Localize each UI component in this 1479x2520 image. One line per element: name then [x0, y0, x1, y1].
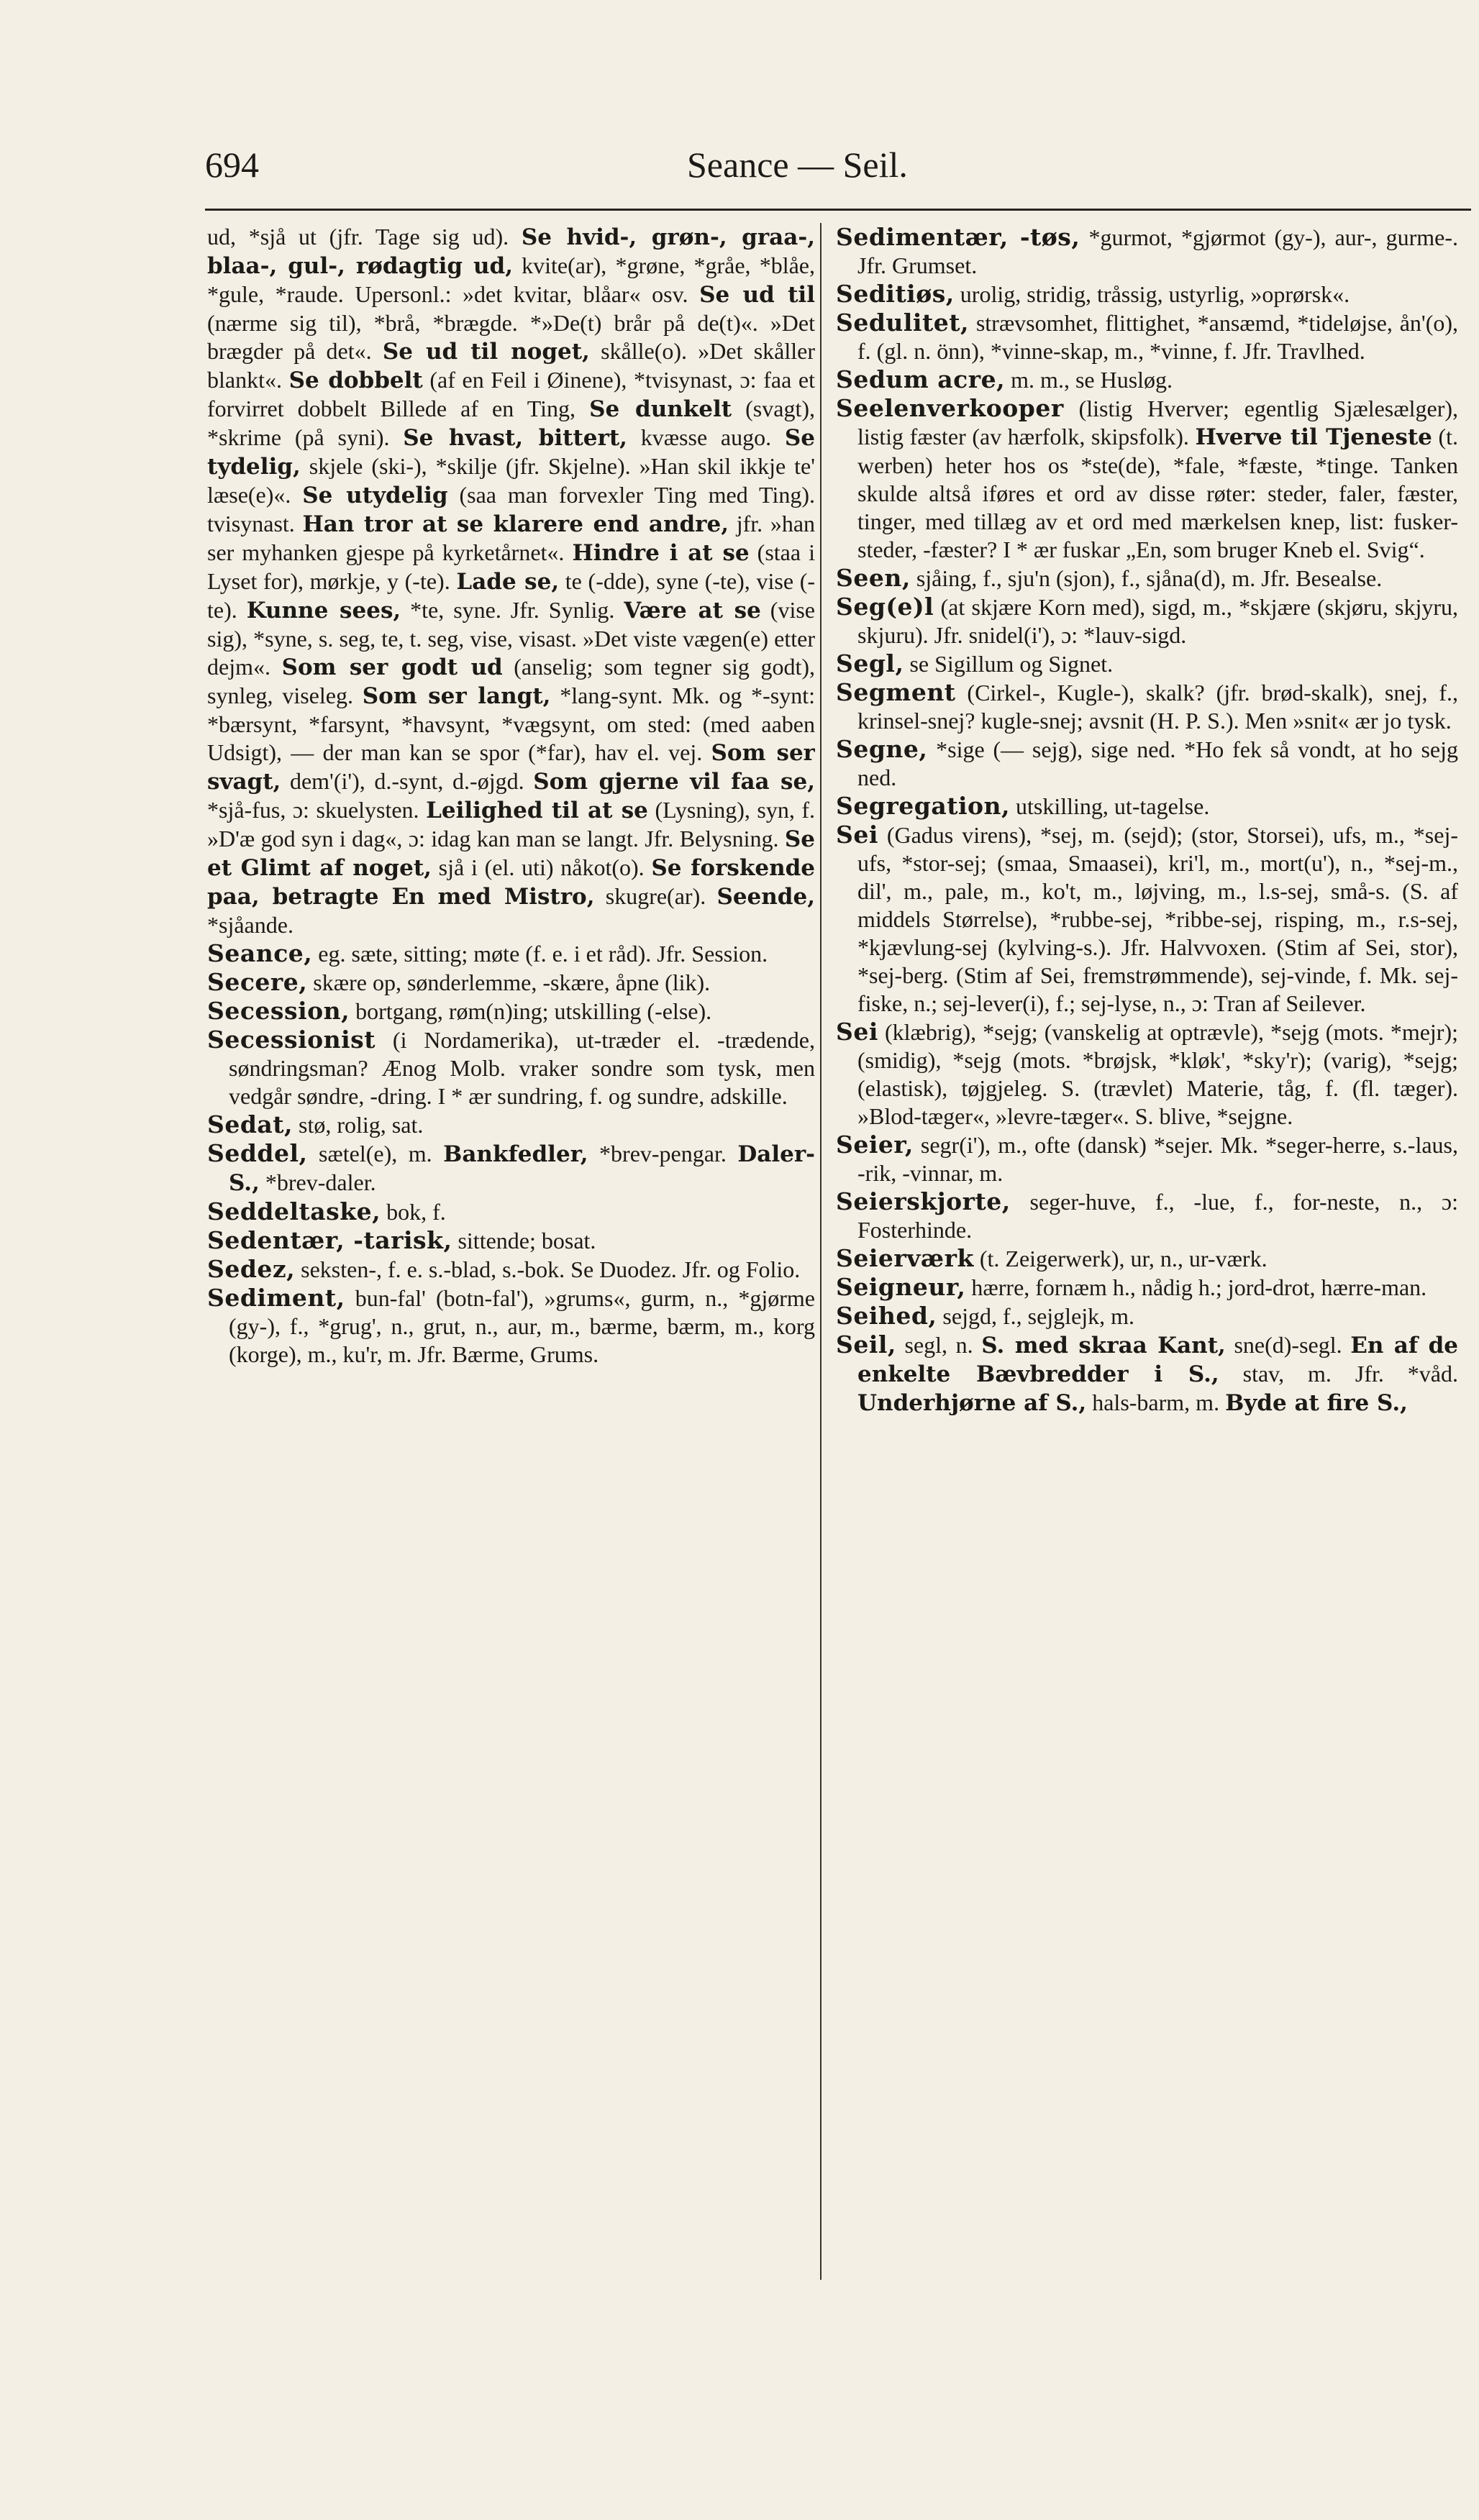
entry-headword: Segne, — [836, 735, 928, 763]
entry-headword: Sediment, — [207, 1284, 345, 1312]
dictionary-entry — [836, 365, 1458, 394]
entry-text: bun-fal' (botn-fal'), »grums«, gurm, n., *gjørme (gy-), f., *grug', n., grut, n., aur, m., bærme, bærm, m., korg (korge), m., ku'r, m. Jfr. Bærme, Grums. — [229, 1285, 815, 1367]
entry-headword: Seelenverkooper — [836, 394, 1064, 422]
entry-phrase: Se tydelig, — [207, 425, 815, 480]
entry-headword: Seil, — [836, 1330, 896, 1359]
entry-headword: Seddel, — [207, 1139, 308, 1167]
dictionary-entry — [207, 1197, 815, 1226]
entry-text: (t. Zeigerwerk), ur, n., ur-værk. — [973, 1246, 1268, 1272]
page-number: 694 — [205, 145, 259, 185]
dictionary-entry — [836, 821, 1458, 1018]
entry-headword: Sedimentær, -tøs, — [836, 223, 1080, 251]
entry-phrase: Bankfedler, — [443, 1141, 588, 1167]
entry-text: skære op, sønderlemme, -skære, åpne (lik). — [307, 969, 711, 995]
header-rule — [205, 209, 1471, 211]
entry-headword: Secere, — [207, 968, 308, 996]
entry-text: stav, m. Jfr. *våd. — [1219, 1361, 1458, 1387]
dictionary-entry — [836, 1330, 1458, 1418]
dictionary-entry — [836, 649, 1458, 678]
left-column — [207, 223, 815, 2309]
entry-text: *sige (— sejg), sige ned. *Ho fek så vondt, at ho sejg ned. — [857, 736, 1458, 790]
entry-text: (saa man forvexler Ting med Ting). tvisynast. — [207, 482, 815, 537]
entry-headword: Seihed, — [836, 1302, 937, 1330]
entry-phrase: Se dunkelt — [589, 396, 732, 422]
entry-phrase: Se forskende paa, betragte En med Mistro, — [207, 855, 815, 910]
dictionary-entry — [207, 968, 815, 997]
entry-text: ud, *sjå ut (jfr. Tage sig ud). — [207, 224, 522, 250]
dictionary-entry — [836, 1244, 1458, 1273]
entry-headword: Seier, — [836, 1131, 914, 1159]
entry-headword: Seierværk — [836, 1244, 974, 1272]
entry-text: (Cirkel-, Kugle-), skalk? (jfr. brød-skalk), snej, f., krinsel-snej? kugle-snej; avsnit (H. P. S.). Men »snit« ær jo tysk. — [857, 680, 1458, 734]
entry-text: strævsomhet, flittighet, *ansæmd, *tideløjse, ån'(o), f. (gl. n. önn), *vinne-skap, m., *vinne, f. Jfr. Travlhed. — [857, 310, 1458, 364]
entry-text: sjå i (el. uti) nåkot(o). — [431, 854, 652, 880]
entry-headword: Sedentær, -tarisk, — [207, 1226, 452, 1254]
dictionary-entry — [836, 1187, 1458, 1244]
dictionary-entry — [836, 1018, 1458, 1131]
dictionary-entry — [836, 564, 1458, 593]
dictionary-entry — [836, 1273, 1458, 1302]
entry-text: sjåing, f., sju'n (sjon), f., sjåna(d), m. Jfr. Besealse. — [910, 565, 1383, 591]
entry-text: se Sigillum og Signet. — [904, 651, 1114, 677]
entry-text: utskilling, ut-tagelse. — [1010, 793, 1210, 819]
entry-text: skugre(ar). — [594, 883, 717, 909]
entry-phrase: Som ser svagt, — [207, 740, 815, 795]
page-header — [205, 144, 1284, 201]
entry-text: sætel(e), m. — [307, 1141, 444, 1167]
entry-phrase: Byde at fire S., — [1225, 1390, 1408, 1416]
entry-text: dem'(i'), d.-synt, d.-øjgd. — [281, 768, 534, 794]
dictionary-entry — [836, 309, 1458, 365]
entry-headword: Segl, — [836, 649, 904, 677]
running-title: Seance — Seil. — [687, 145, 908, 185]
entry-text: te (-dde), syne (-te), vise (-te). — [207, 568, 815, 623]
entry-text: sejgd, f., sejglejk, m. — [937, 1303, 1135, 1329]
entry-text: *brev-pengar. — [588, 1141, 738, 1167]
entry-phrase: Se utydelig — [302, 483, 448, 508]
entry-text: stø, rolig, sat. — [293, 1112, 424, 1138]
entry-text: kvite(ar), *grøne, *gråe, *blåe, *gule, *raude. Upersonl.: »det kvitar, blåar« osv. — [207, 252, 815, 307]
entry-headword: Seierskjorte, — [836, 1187, 1011, 1215]
entry-phrase: Daler-S., — [229, 1141, 815, 1196]
entry-text: (i Nordamerika), ut-træder el. -trædende, søndringsman? Ænog Molb. vraker sondre som tysk, men vedgår søndre, -dring. I * ær sundring, f. og sundre, adskille. — [229, 1027, 815, 1109]
dictionary-entry — [207, 1255, 815, 1284]
dictionary-entry — [207, 223, 815, 939]
entry-headword: Seigneur, — [836, 1273, 966, 1301]
entry-text: *lang-synt. Mk. og *-synt: *bærsynt, *farsynt, *havsynt, *vægsynt, om sted: (med aaben Udsigt), — der man kan se spor (*far), hav el. vej. — [207, 682, 815, 765]
entry-text: (t. werben) heter hos os *ste(de), *fale, *fæste, *tinge. Tanken skulde altså iføres et ord av disse røter: steder, faler, fæster, tinger, med tillæg av et ord med mærkelsen knep, list: fusker-steder, -fæster? I * ær fuskar „En, som bruger Kneb el. Svig“. — [857, 424, 1458, 562]
entry-headword: Secession, — [207, 997, 350, 1025]
entry-text: (nærme sig til), *brå, *brægde. *»De(t) brår på de(t)«. »Det brægder på det«. — [207, 310, 815, 364]
entry-text: bortgang, røm(n)ing; utskilling (-else). — [350, 998, 712, 1024]
entry-text: m. m., se Husløg. — [1005, 367, 1173, 393]
entry-phrase: Være at se — [624, 598, 761, 624]
entry-headword: Seditiøs, — [836, 280, 955, 308]
entry-text: sittende; bosat. — [452, 1228, 596, 1254]
dictionary-entry — [836, 678, 1458, 735]
entry-text: segl, n. — [896, 1332, 982, 1358]
entry-text: skålle(o). »Det skåller blankt«. — [207, 338, 815, 393]
entry-phrase: Han tror at se klarere end andre, — [302, 511, 729, 537]
entry-text: (anselig; som tegner sig godt), synleg, viseleg. — [207, 654, 815, 708]
entry-headword: Seen, — [836, 564, 911, 592]
entry-phrase: Se ud til — [699, 282, 815, 308]
entry-phrase: En af de enkelte Bævbredder i S., — [857, 1333, 1458, 1387]
entry-text: bok, f. — [381, 1199, 446, 1225]
entry-phrase: Lade se, — [456, 569, 560, 595]
entry-phrase: Hverve til Tjeneste — [1195, 424, 1432, 450]
entry-text: seksten-, f. e. s.-blad, s.-bok. Se Duodez. Jfr. og Folio. — [295, 1256, 801, 1282]
dictionary-entry — [207, 1226, 815, 1255]
entry-text: (svagt), *skrime (på syni). — [207, 396, 815, 450]
dictionary-entry — [836, 280, 1458, 309]
entry-text: urolig, stridig, tråssig, ustyrlig, »oprørsk«. — [954, 281, 1350, 307]
entry-phrase: Se hvast, bittert, — [403, 425, 627, 451]
entry-phrase: S. med skraa Kant, — [981, 1333, 1226, 1359]
entry-headword: Seddeltaske, — [207, 1197, 381, 1225]
dictionary-entry — [207, 1026, 815, 1110]
entry-text: (listig Hverver; egentlig Sjælesælger), listig fæster (av hærfolk, skipsfolk). — [857, 396, 1458, 449]
entry-text: (klæbrig), *sejg; (vanskelig at optrævle), *sejg (mots. *mejr); (smidig), *sejg (mots. *brøjsk, *kløk', *sky'r); (varig), *sejg; (elastisk), tøjgjeleg. S. (trævlet) Materie, tåg, f. (fl. tæger). »Blod-tæger«, »levre-tæger«. S. blive, *sejgne. — [857, 1019, 1458, 1129]
entry-text: jfr. »han ser myhanken gjespe på kyrketårnet«. — [207, 511, 815, 565]
dictionary-entry — [836, 1302, 1458, 1330]
dictionary-entry — [836, 735, 1458, 792]
entry-headword: Seance, — [207, 939, 313, 967]
entry-text: *sjå-fus, ɔ: skuelysten. — [207, 797, 427, 823]
dictionary-entry — [207, 997, 815, 1026]
dictionary-entry — [836, 394, 1458, 564]
entry-text: (Gadus virens), *sej, m. (sejd); (stor, Storsei), ufs, m., *sej-ufs, *stor-sej; (smaa, Smaasei), kri'l, m., mort(u'), n., *sej-m., dil', m., pale, m., ko't, m., løjving, m., l.s-sej, små-s. (S. af middels Størrelse), *rubbe-sej, *ribbe-sej, risping, m., r.s-sej, *kjævlung-sej (kylving-s.). Jfr. Halvvoxen. (Stim af Sei, stor), *sej-berg. (Stim af Sei, fremstrømmende), sej-vinde, f. Mk. sej-fiske, n.; sej-lever(i), f.; sej-lyse, n., ɔ: Tran af Seilever. — [857, 822, 1458, 1016]
entry-text: eg. sæte, sitting; møte (f. e. i et råd). Jfr. Session. — [312, 941, 768, 967]
dictionary-entry — [836, 593, 1458, 649]
entry-headword: Sedat, — [207, 1110, 293, 1138]
dictionary-entry — [207, 1284, 815, 1369]
entry-phrase: Leilighed til at se — [426, 798, 648, 823]
entry-text: sne(d)-segl. — [1225, 1332, 1351, 1358]
entry-phrase: Underhjørne af S., — [857, 1390, 1087, 1416]
entry-phrase: Se hvid-, grøn-, graa-, blaa-, gul-, rødagtig ud, — [207, 224, 815, 279]
entry-phrase: Se ud til noget, — [382, 339, 590, 365]
column-divider — [820, 223, 822, 2280]
entry-text: skjele (ski-), *skilje (jfr. Skjelne). »Han skil ikkje te' læse(e)«. — [207, 453, 815, 508]
entry-phrase: Kunne sees, — [246, 598, 401, 624]
entry-phrase: Som ser langt, — [362, 683, 551, 709]
dictionary-entry — [836, 223, 1458, 280]
entry-phrase: Se dobbelt — [288, 368, 423, 393]
entry-text: (Lysning), syn, f. »D'æ god syn i dag«, ɔ: idag kan man se langt. Jfr. Belysning. — [207, 797, 815, 852]
dictionary-entry — [207, 1139, 815, 1197]
entry-headword: Segment — [836, 678, 956, 706]
entry-text: (at skjære Korn med), sigd, m., *skjære (skjøru, skjyru, skjuru). Jfr. snidel(i'), ɔ: *lauv-sigd. — [857, 594, 1458, 648]
dictionary-entry — [207, 1110, 815, 1139]
entry-text: hærre, fornæm h., nådig h.; jord-drot, hærre-man. — [965, 1274, 1427, 1300]
entry-headword: Seg(e)l — [836, 593, 934, 621]
entry-text: (staa i Lyset for), mørkje, y (-te). — [207, 539, 815, 594]
entry-text: (af en Feil i Øinene), *tvisynast, ɔ: faa et forvirret dobbelt Billede af en Ting, — [207, 367, 815, 421]
entry-text: seger-huve, f., -lue, f., for-neste, n., ɔ: Fosterhinde. — [857, 1189, 1458, 1243]
entry-headword: Sei — [836, 821, 878, 849]
dictionary-entry — [836, 1131, 1458, 1187]
entry-text: *sjåande. — [207, 912, 293, 938]
dictionary-entry — [836, 792, 1458, 821]
entry-text: segr(i'), m., ofte (dansk) *sejer. Mk. *seger-herre, s.-laus, -rik, -vinnar, m. — [857, 1132, 1458, 1186]
entry-headword: Sedum acre, — [836, 365, 1006, 393]
entry-headword: Sedulitet, — [836, 309, 969, 337]
entry-headword: Sei — [836, 1018, 878, 1046]
entry-text: kvæsse augo. — [627, 424, 785, 450]
dictionary-entry — [207, 939, 815, 968]
entry-headword: Segregation, — [836, 792, 1011, 820]
entry-headword: Secessionist — [207, 1026, 376, 1054]
entry-text: (vise sig), *syne, s. seg, te, t. seg, vise, visast. »Det viste vægen(e) etter dejm«. — [207, 597, 815, 680]
entry-phrase: Se et Glimt af noget, — [207, 826, 815, 881]
entry-headword: Sedez, — [207, 1255, 296, 1283]
entry-phrase: Som ser godt ud — [281, 654, 503, 680]
entry-text: *te, syne. Jfr. Synlig. — [401, 597, 624, 623]
entry-phrase: Som gjerne vil faa se, — [533, 769, 815, 795]
entry-phrase: Seende, — [716, 884, 815, 910]
entry-text: hals-barm, m. — [1086, 1389, 1226, 1415]
entry-text: *brev-daler. — [259, 1169, 376, 1195]
entry-phrase: Hindre i at se — [572, 540, 750, 566]
entry-text: *gurmot, *gjørmot (gy-), aur-, gurme-. Jfr. Grumset. — [857, 224, 1458, 278]
right-column — [836, 223, 1458, 2309]
